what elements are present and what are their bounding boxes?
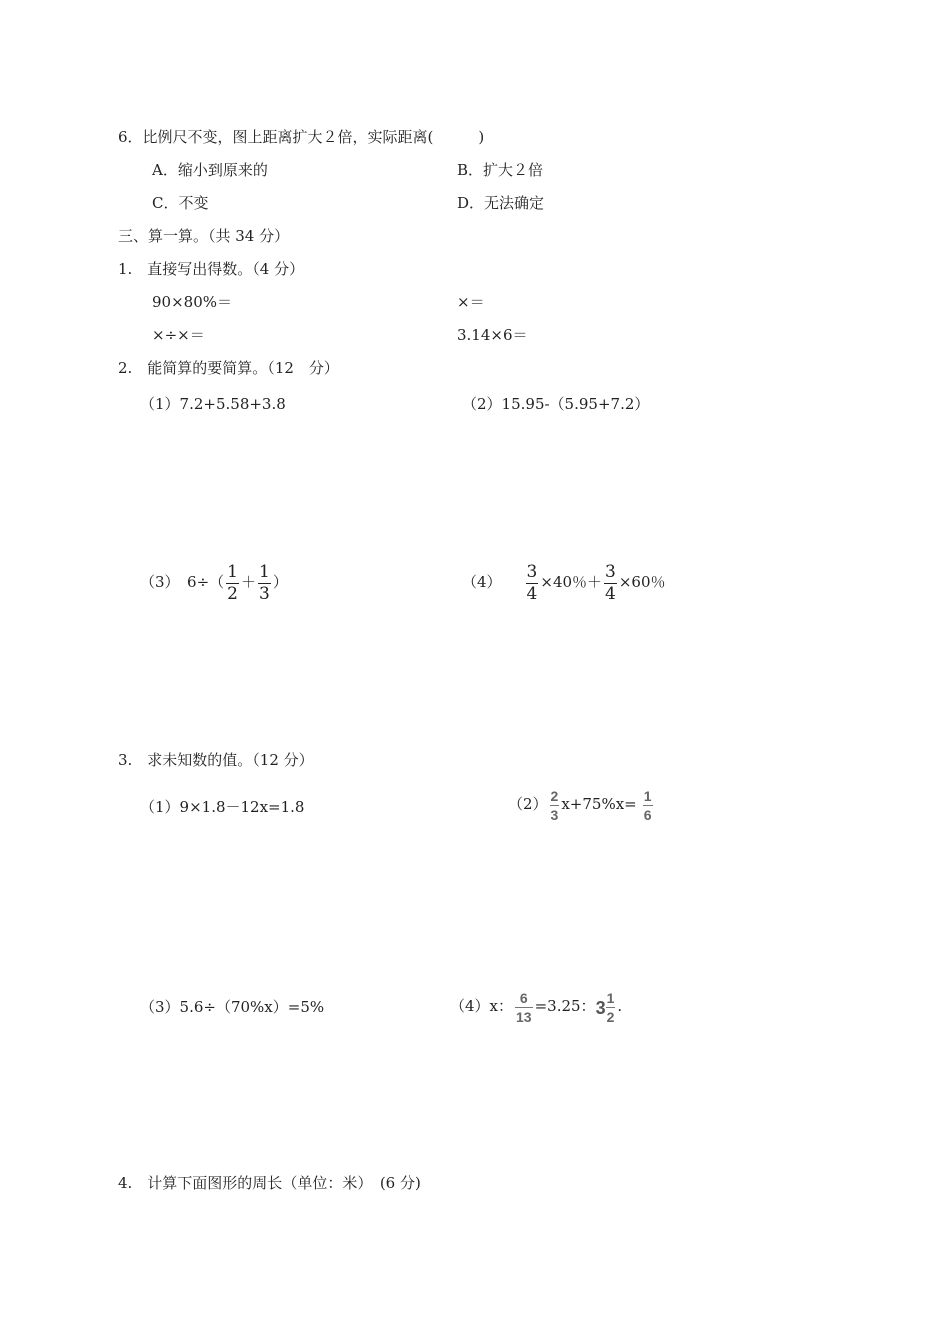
option-a: A．缩小到原来的	[152, 161, 268, 179]
option-d: D．无法确定	[457, 194, 545, 212]
mixed-number: 3 $\frac{1}{2}$	[595, 990, 615, 1025]
fraction: $\frac{1}{6}$	[643, 787, 652, 823]
fraction: $\frac{6}{13}$	[516, 989, 532, 1025]
equation-middle: x+75%x=	[561, 795, 637, 813]
problem-3-item-2	[508, 779, 655, 829]
equation-middle: =3.25：	[534, 997, 596, 1015]
problem-1-item-3: ×÷×＝	[152, 326, 205, 344]
problem-1-item-2: ×＝	[457, 293, 485, 311]
plus-sign: ＋	[240, 573, 256, 591]
item-2-label: （2）	[508, 795, 548, 813]
item-4-label: （4）	[462, 573, 502, 591]
expression-middle: ×40％＋	[540, 573, 603, 591]
item-3-label: （3） 6÷（	[140, 573, 225, 591]
close-paren: ）	[272, 573, 288, 591]
problem-2-item-4	[462, 558, 666, 606]
problem-1-item-4: 3.14×6＝	[457, 326, 528, 344]
period: .	[617, 997, 623, 1015]
option-b: B．扩大２倍	[457, 161, 544, 179]
fraction: $\frac{1}{3}$	[259, 561, 270, 604]
problem-1-title: 1. 直接写出得数。（4 分）	[118, 260, 305, 278]
problem-3-item-3: （3）5.6÷（70%x）=5%	[140, 998, 325, 1016]
problem-4-title: 4. 计算下面图形的周长（单位：米） (6 分)	[118, 1174, 421, 1192]
problem-1-item-1: 90×80%＝	[152, 293, 232, 311]
problem-2-title: 2. 能简算的要简算。（12 分）	[118, 359, 339, 377]
problem-3-title: 3. 求未知数的值。（12 分）	[118, 751, 314, 769]
problem-3-item-4	[450, 981, 622, 1033]
problem-2-item-2: （2）15.95-（5.95+7.2）	[462, 395, 650, 413]
fraction: $\frac{2}{3}$	[550, 787, 559, 823]
fraction: $\frac{1}{2}$	[606, 990, 615, 1025]
option-c: C．不变	[152, 194, 209, 212]
expression-end: ×60％	[618, 573, 666, 591]
problem-2-item-3	[140, 558, 288, 606]
section-3-title: 三、算一算。（共 34 分）	[118, 227, 290, 245]
question-6-stem: 6．比例尺不变，图上距离扩大２倍，实际距离( )	[118, 128, 485, 146]
fraction: $\frac{1}{2}$	[227, 561, 238, 604]
fraction: $\frac{3}{4}$	[526, 561, 538, 604]
problem-2-item-1: （1）7.2+5.58+3.8	[140, 395, 286, 413]
problem-3-item-1: （1）9×1.8－12x=1.8	[140, 798, 305, 816]
fraction: $\frac{3}{4}$	[605, 561, 616, 604]
item-4-label: （4）x：	[450, 997, 514, 1015]
